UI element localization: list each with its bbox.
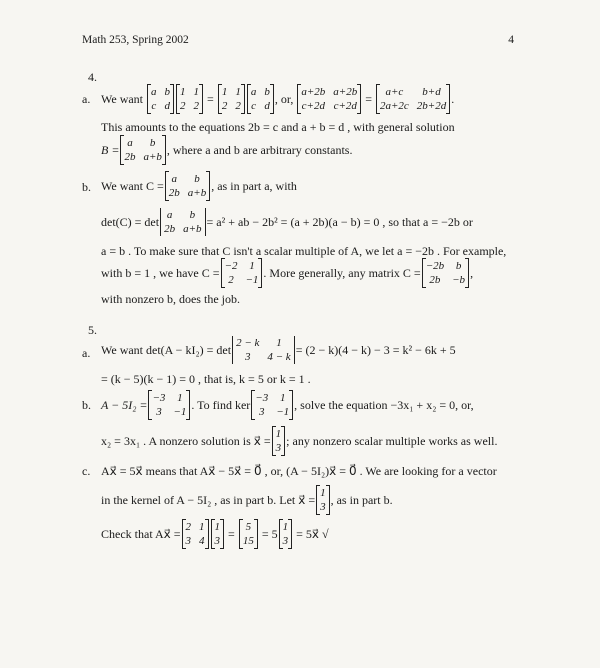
vector (316, 486, 330, 514)
part-5a-label: a. (82, 346, 91, 360)
matrix-entry: a+2b (333, 86, 358, 98)
matrix-entry: 1 (320, 487, 326, 499)
determinant (232, 336, 295, 364)
matrix-entry: 2 (221, 100, 228, 112)
matrix (218, 85, 245, 113)
matrix-entry: a+b (183, 223, 202, 235)
matrix-entry: d (264, 100, 270, 112)
matrix-entry: c (151, 100, 157, 112)
matrix-entry: 2 (180, 100, 186, 112)
vector (272, 427, 286, 455)
part-5a-line2: = (k − 5)(k − 1) = 0 , that is, k = 5 or k = 1 . (101, 372, 311, 386)
matrix (247, 85, 274, 113)
matrix-entry: 3 (156, 406, 162, 418)
matrix-entry: −b (452, 274, 466, 286)
determinant (160, 208, 205, 236)
part-5c-line1: Ax⃗ = 5x⃗ means that Ax⃗ − 5x⃗ = 0⃗ , or, (A − 5I₂)x⃗ = 0⃗ . We are looking for a vector (101, 464, 497, 478)
matrix-entry: 2b (168, 187, 180, 199)
matrix-entry: a+c (385, 86, 404, 98)
matrix (221, 259, 263, 287)
matrix-entry: a+2b (301, 86, 326, 98)
vector (211, 520, 225, 548)
matrix-entry: 1 (199, 521, 205, 533)
part-4a-text: This amounts to the equations 2b = c and a + b = d , with general solution (101, 120, 455, 134)
part-4a-label: a. (82, 92, 91, 106)
matrix-entry: 2b (124, 151, 136, 163)
matrix-entry: 1 (249, 260, 255, 272)
matrix-entry: 2b (164, 223, 176, 235)
matrix-entry: 3 (214, 535, 221, 547)
matrix-entry: 1 (214, 521, 221, 533)
matrix-entry: 1 (177, 392, 183, 404)
matrix (297, 85, 361, 113)
part-5b-label: b. (82, 398, 91, 412)
matrix-entry: 2b (429, 274, 441, 286)
matrix-entry: a (166, 209, 173, 221)
matrix-entry: b (264, 86, 270, 98)
matrix-entry: b (455, 260, 462, 272)
matrix (251, 391, 293, 419)
matrix (422, 259, 469, 287)
matrix-entry: 2 (193, 100, 200, 112)
part-4b-label: b. (82, 180, 91, 194)
matrix-entry: a (127, 137, 133, 149)
problem-5-number: 5. (88, 323, 97, 337)
matrix-entry: 1 (275, 428, 282, 440)
page-header (82, 34, 514, 46)
matrix-entry: 2 (235, 100, 241, 112)
matrix-entry: 1 (221, 86, 228, 98)
matrix-entry: 4 − k (267, 351, 291, 363)
matrix-entry: −1 (245, 274, 259, 286)
matrix-entry: a (151, 86, 157, 98)
matrix (147, 85, 174, 113)
matrix (176, 85, 203, 113)
matrix-entry: 3 (320, 501, 326, 513)
course-title: Math 253, Spring 2002 (82, 34, 189, 46)
matrix-entry: −1 (173, 406, 187, 418)
matrix-entry: b (194, 173, 200, 185)
matrix-entry: 1 (279, 392, 286, 404)
matrix-entry: 4 (199, 535, 205, 547)
matrix-entry: c+2d (301, 100, 325, 112)
matrix-entry: −3 (152, 392, 166, 404)
matrix-entry: a+b (187, 187, 207, 199)
part-5c-check: Check that Ax⃗ = 2 1 3 4 1 3 = 5 15 = 5 1 3 = 5x⃗ √ (101, 521, 329, 547)
matrix-entry: b+d (422, 86, 441, 98)
matrix-entry: 1 (282, 521, 289, 533)
matrix-entry: c (251, 100, 256, 112)
matrix-entry: 3 (244, 351, 251, 363)
part-4b-line5: with nonzero b, does the job. (101, 292, 240, 306)
matrix-entry: 3 (185, 535, 192, 547)
matrix-entry: 3 (275, 442, 282, 454)
part-4a-solution: B = a b 2b a+b , where a and b are arbitrary constants. (101, 137, 353, 163)
matrix-entry: c+2d (333, 100, 357, 112)
matrix-entry: 15 (242, 535, 254, 547)
matrix (182, 520, 209, 548)
matrix-entry: 1 (193, 86, 200, 98)
vector (279, 520, 293, 548)
matrix-entry: −1 (276, 406, 290, 418)
matrix-entry: 2b+2d (416, 100, 447, 112)
matrix-entry: 3 (282, 535, 289, 547)
matrix-entry: 2 (185, 521, 192, 533)
page-number: 4 (508, 34, 514, 46)
part-5b-line1: A − 5I₂ = −3 1 3 −1 . To find ker −3 1 3 −1 , solve the equation −3x₁ + x₂ = 0, or, (101, 392, 474, 418)
matrix-entry: b (164, 86, 171, 98)
problem-4-number: 4. (88, 70, 97, 84)
vector (239, 520, 258, 548)
part-4b-line2: det(C) = det a b 2b a+b = a² + ab − 2b² = (a + 2b)(a − b) = 0 , so that a = −2b or (101, 209, 473, 235)
matrix-entry: 2 − k (236, 337, 260, 349)
matrix (376, 85, 450, 113)
matrix-entry: b (189, 209, 196, 221)
part-4a-equation: We want a b c d 1 1 2 2 = 1 1 2 2 a b c d , or, a+2b a+2b c+2d c+2d = a+c b+d 2a+2c 2b+2d . (101, 86, 455, 112)
part-4b-line1: We want C = a b 2b a+b , as in part a, with (101, 173, 297, 199)
matrix-entry: −3 (255, 392, 269, 404)
matrix-entry: 2 (228, 274, 234, 286)
part-4b-line3: a = b . To make sure that C isn't a scalar multiple of A, we let a = −2b . For example, (101, 244, 507, 258)
matrix-entry: b (149, 137, 156, 149)
matrix (120, 136, 165, 164)
matrix (165, 172, 210, 200)
matrix-entry: 1 (276, 337, 282, 349)
part-5c-label: c. (82, 464, 91, 478)
matrix-entry: −2 (224, 260, 238, 272)
matrix-entry: a (171, 173, 178, 185)
matrix-entry: 3 (259, 406, 265, 418)
part-5a-line1: We want det(A − kI₂) = det 2 − k 1 3 4 − k = (2 − k)(4 − k) − 3 = k² − 6k + 5 (101, 337, 456, 363)
part-5c-line2: in the kernel of A − 5I₂ , as in part b. Let x⃗ = 1 3 , as in part b. (101, 487, 393, 513)
matrix-entry: a (250, 86, 257, 98)
matrix-entry: 5 (245, 521, 252, 533)
matrix-entry: a+b (143, 151, 162, 163)
matrix-entry: d (164, 100, 171, 112)
part-5b-line2: x₂ = 3x₁ . A nonzero solution is x⃗ = 1 3 ; any nonzero scalar multiple works as well. (101, 428, 498, 454)
part-4b-line4: with b = 1 , we have C = −2 1 2 −1 . More generally, any matrix C = −2b b 2b −b , (101, 260, 474, 286)
matrix-entry: 1 (180, 86, 186, 98)
matrix-entry: −2b (425, 260, 445, 272)
matrix-entry: 1 (235, 86, 241, 98)
matrix-entry: 2a+2c (379, 100, 409, 112)
matrix (148, 391, 190, 419)
